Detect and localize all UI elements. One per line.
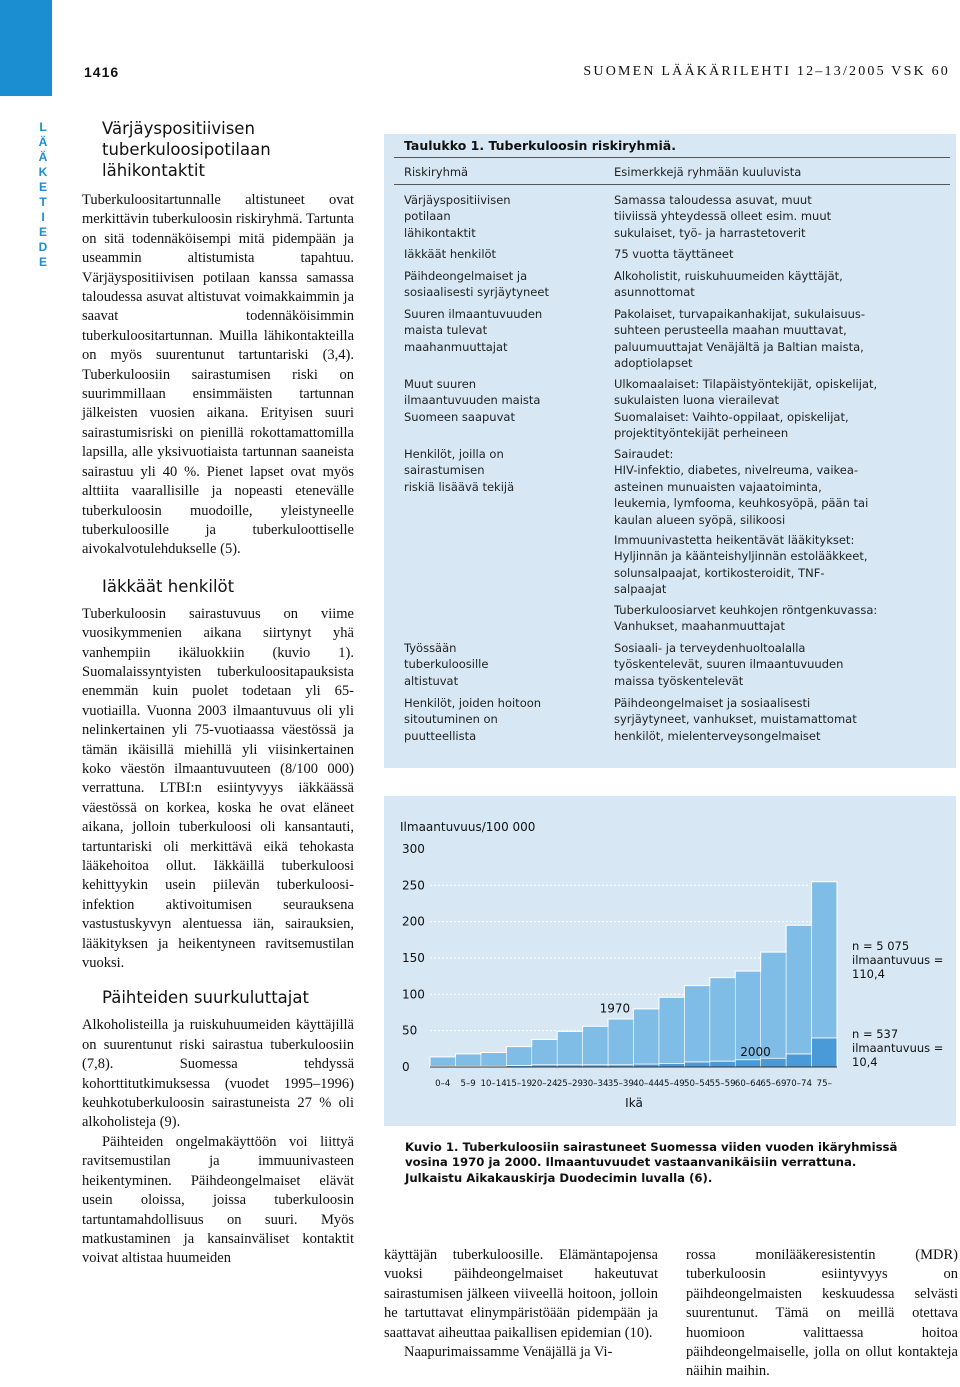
x-tick-label: 50–54 [684, 1079, 711, 1089]
section-letter: I [41, 210, 45, 224]
series-label-2000: 2000 [740, 1045, 771, 1060]
table-cell-group: Muut suuren ilmaantuvuuden maista Suomeen saapuvat [404, 377, 541, 424]
table-cell-examples: Ulkomaalaiset: Tilapäistyöntekijät, opiskelijat, sukulaisten luona vierailevat Suomalaiset: Vaihto-oppilaat, opiskelijat, projektityöntekijät perheineen [614, 377, 878, 441]
table-header-group: Riskiryhmä [404, 165, 469, 179]
y-tick-label: 0 [402, 1060, 410, 1074]
table-cell-group: Henkilöt, joiden hoitoon sitoutuminen on puutteellista [404, 696, 542, 743]
table-cell-examples: Tuberkuloosiarvet keuhkojen röntgenkuvassa: Vanhukset, maahanmuuttajat [614, 603, 878, 634]
x-tick-label: 55–59 [709, 1079, 736, 1089]
x-tick-label: 30–34 [582, 1079, 609, 1089]
series-label-1970: 1970 [599, 1001, 631, 1016]
journal-header: SUOMEN LÄÄKÄRILEHTI 12–13/2005 VSK 60 [583, 64, 950, 79]
section-letter: E [38, 180, 47, 194]
table-cell-group: Päihdeongelmaiset ja sosiaalisesti syrjäytyneet [404, 269, 549, 300]
body-text [82, 191, 354, 560]
table-cell-examples: Pakolaiset, turvapaikanhakijat, sukulaisuus- suhteen perusteella maahan muuttavat, paluumuuttajat Venäjältä ja Baltian maista, adoptiolapset [614, 307, 866, 371]
paragraph: käyttäjän tuberkuloosille. Elämäntapojensa vuoksi päihdeongelmaiset hakeutuvat sairastumisen jälkeen viiveellä hoitoon, jolloin he tartuttavat elinympäristöään pidempään ja saattavat aiheuttaa paikallisen epidemian (10). [384, 1247, 658, 1341]
table-cell-examples: 75 vuotta täyttäneet [614, 247, 734, 261]
figure-panel [384, 796, 956, 1126]
table-cell-examples: Alkoholistit, ruiskuhuumeiden käyttäjät, asunnottomat [614, 269, 843, 300]
section-letter: E [38, 255, 47, 269]
table-title: Taulukko 1. Tuberkuloosin riskiryhmiä. [404, 138, 676, 153]
x-tick-label: 5–9 [460, 1079, 476, 1089]
section-letter: Ä [38, 150, 48, 164]
section-color-tab [0, 0, 52, 96]
annotation-1970: n = 5 075 [852, 939, 910, 953]
x-tick-label: 10–14 [480, 1079, 507, 1089]
annotation-1970: 110,4 [852, 967, 885, 981]
figure-caption: Kuvio 1. Tuberkuloosiin sairastuneet Suomessa viiden vuoden ikäryhmissä vosina 1970 ja 2000. Ilmaantuvuudet vastaanvanikäisiin verrattuna. Julkaistu Aikakauskirja Duodecimin luvalla (6). [405, 1140, 898, 1185]
x-axis-label: Ikä [625, 1096, 643, 1110]
column-3-text [686, 1246, 958, 1382]
section-letter: T [39, 195, 47, 209]
table-cell-examples: Sairaudet: HIV-infektio, diabetes, nivelreuma, vaikea- asteinen munuaisten vajaatoiminta, leukemia, lymfooma, keuhkosyöpä, pään tai kaulan alueen syöpä, silikoosi [614, 447, 869, 527]
paragraph: Päihteiden ongelmakäyttöön voi liittyä ravitsemustilan ja immuunivasteen heikentyminen. Päihdeongelmaiset elävät usein oloissa, joissa tuberkuloosin tartuntamahdollisuus on suuri. Myös matkustaminen ja kansainväliset kontaktit voivat altistaa huumeiden [82, 1133, 354, 1267]
paragraph: Tuberkuloositartunnalle altistuneet ovat merkittävin tuberkuloosin riskiryhmä. Tartunta on sitä todennäköisempi mitä pidempään ja useammin altistumista tapahtuu. Värjäyspositiivisen potilaan kanssa samassa taloudessa asuvat altistuvat voimakkaimmin ja saavat todennäköisimmin tuberkuloositartunnan. Muilla lähikontakteilla on myös suurentunut tartuntariski (3,4). Tuberkuloosiin sairastumisen riski on suurimmillaan ensimmäisten tartunnan jälkeisten vuosien aikana. Erityisen suuri sairastumisriski on pienillä rokottamattomilla lapsilla, alle yksivuotiaista tartunnan saaneista sairastuu yli 40 %. Pienet lapset ovat myös alttiita vaarallisille ja nopeasti etenevälle tuberkuloosin muodoille, yleistyneelle tuberkuloosille ja tuberkuloottiselle aivokalvotulehdukselle (5). [82, 192, 354, 558]
chart-y-title: Ilmaantuvuus/100 000 [400, 820, 536, 834]
table-cell-examples: Samassa taloudessa asuvat, muut tiiviissä yhteydessä olleet esim. muut sukulaiset, työ- ja harrastetoverit [614, 193, 832, 240]
y-tick-label: 150 [402, 951, 425, 965]
x-tick-label: 25–29 [556, 1079, 583, 1089]
column-2-text [384, 1246, 658, 1362]
y-tick-label: 300 [402, 842, 425, 856]
x-tick-label: 70–74 [785, 1079, 812, 1089]
table-cell-examples: Sosiaali- ja terveydenhuoltoalalla työskentelevät, suuren ilmaantuvuuden maissa työskentelevät [614, 641, 844, 688]
table-cell-group: Työssään tuberkuloosille altistuvat [404, 641, 489, 688]
x-tick-label: 65–69 [760, 1079, 787, 1089]
annotation-2000: n = 537 [852, 1027, 899, 1041]
table-rule [394, 184, 950, 185]
y-tick-label: 200 [402, 914, 425, 929]
table-cell-group: Henkilöt, joilla on sairastumisen riskiä lisäävä tekijä [404, 447, 515, 494]
table-cell-examples: Immuunivastetta heikentävät lääkitykset: Hyljinnän ja käänteishyljinnän estolääkkeet, solunsalpaajat, kortikosteroidit, TNF- salpaajat [614, 533, 868, 597]
paragraph: rossa monilääkeresistentin (MDR) tuberkuloosin esiintyvyys on päihdeongelmaisten keskuudessa selvästi suurentunut. Tämä on meillä otettava huomioon valittaessa hoitoa päihdeongelmaiselle, jolla on ollut kontakteja näihin maihin. [686, 1247, 958, 1380]
y-tick-label: 100 [402, 987, 425, 1002]
table-cell-group: Iäkkäät henkilöt [404, 247, 497, 261]
annotation-1970: ilmaantuvuus = [852, 953, 944, 967]
section-letter: Ä [38, 135, 48, 149]
table-rule [394, 157, 950, 158]
heading-substance-users: Päihteiden suurkuluttajat [102, 988, 309, 1008]
incidence-chart [384, 796, 956, 1126]
section-label-vertical [36, 120, 50, 270]
table-cell-examples: Päihdeongelmaiset ja sosiaalisesti syrjäytyneet, vanhukset, muistamattomat henkilöt, mielenterveysongelmaiset [614, 696, 857, 743]
x-tick-label: 0–4 [435, 1079, 451, 1089]
x-tick-label: 45–49 [658, 1079, 685, 1089]
section-letter: L [39, 120, 47, 134]
x-tick-label: 20–24 [531, 1079, 558, 1089]
table-header-examples: Esimerkkejä ryhmään kuuluvista [614, 165, 802, 179]
annotation-2000: ilmaantuvuus = [852, 1041, 944, 1055]
section-letter: K [38, 165, 48, 179]
annotation-2000: 10,4 [852, 1055, 878, 1069]
paragraph: Naapurimaissamme Venäjällä ja Vi- [404, 1344, 613, 1361]
section-letter: D [38, 240, 48, 254]
x-tick-label: 40–44 [633, 1079, 660, 1089]
section-letter: E [38, 225, 47, 239]
page-number: 1416 [84, 64, 120, 80]
table-cell-group: Suuren ilmaantuvuuden maista tulevat maahanmuuttajat [404, 307, 543, 354]
heading-contacts: Värjäyspositiivisen tuberkuloosipotilaan lähikontaktit [102, 119, 271, 180]
y-tick-label: 50 [402, 1023, 418, 1038]
paragraph: Alkoholisteilla ja ruiskuhuumeiden käyttäjillä on suurentunut riski sairastua tuberkuloosiin (7,8). Suomessa tehdyssä kohorttitutkimuksessa (vuodet 1995–1996) keuhkotuberkuloosin sairastuneista 27 % oli alkoholisteja (9). [82, 1017, 354, 1131]
heading-elderly: Iäkkäät henkilöt [102, 576, 235, 596]
y-tick-label: 250 [402, 878, 425, 893]
x-tick-label: 60–64 [734, 1079, 762, 1089]
x-tick-label: 75– [816, 1079, 832, 1089]
left-column [82, 118, 354, 1269]
x-tick-label: 35–39 [607, 1079, 634, 1089]
paragraph: Tuberkuloosin sairastuvuus on viime vuosikymmenien aikana siirtynyt yhä vanhempiin ikäluokkiin (kuvio 1). Suomalaissyntyisten tuberkuloositapauksista enemmän kuin puolet todetaan yli 65-vuotiailla. Vuonna 2003 ilmaantuvuus oli yli nelinkertainen yli 75-vuotiaassa väestössä ja tämän ikäisillä miehillä yli viisinkertainen koko väestön ilmaantuvuuteen (8/100 000) verrattuna. LTBI:n esiintyvyys iäkkäässä väestössä on korkea, koska he ovat eläneet aikana, jolloin tuberkuloosi oli kansantauti, tartuntariski oli merkittävä eikä tehokasta lääkehoitoa ollut. Iäkkäillä tuberkuloosi kehittyykin usein piilevän tuberkuloosi-infektion aktivoitumisen seurauksena vastustuskyvyn alentuessa iän, sairauksien, lääkityksen ja heikentyneen ravitsemustilan vuoksi. [82, 605, 354, 972]
table-cell-group: Värjäyspositiivisen potilaan lähikontaktit [404, 193, 511, 240]
x-tick-label: 15–19 [505, 1079, 533, 1089]
